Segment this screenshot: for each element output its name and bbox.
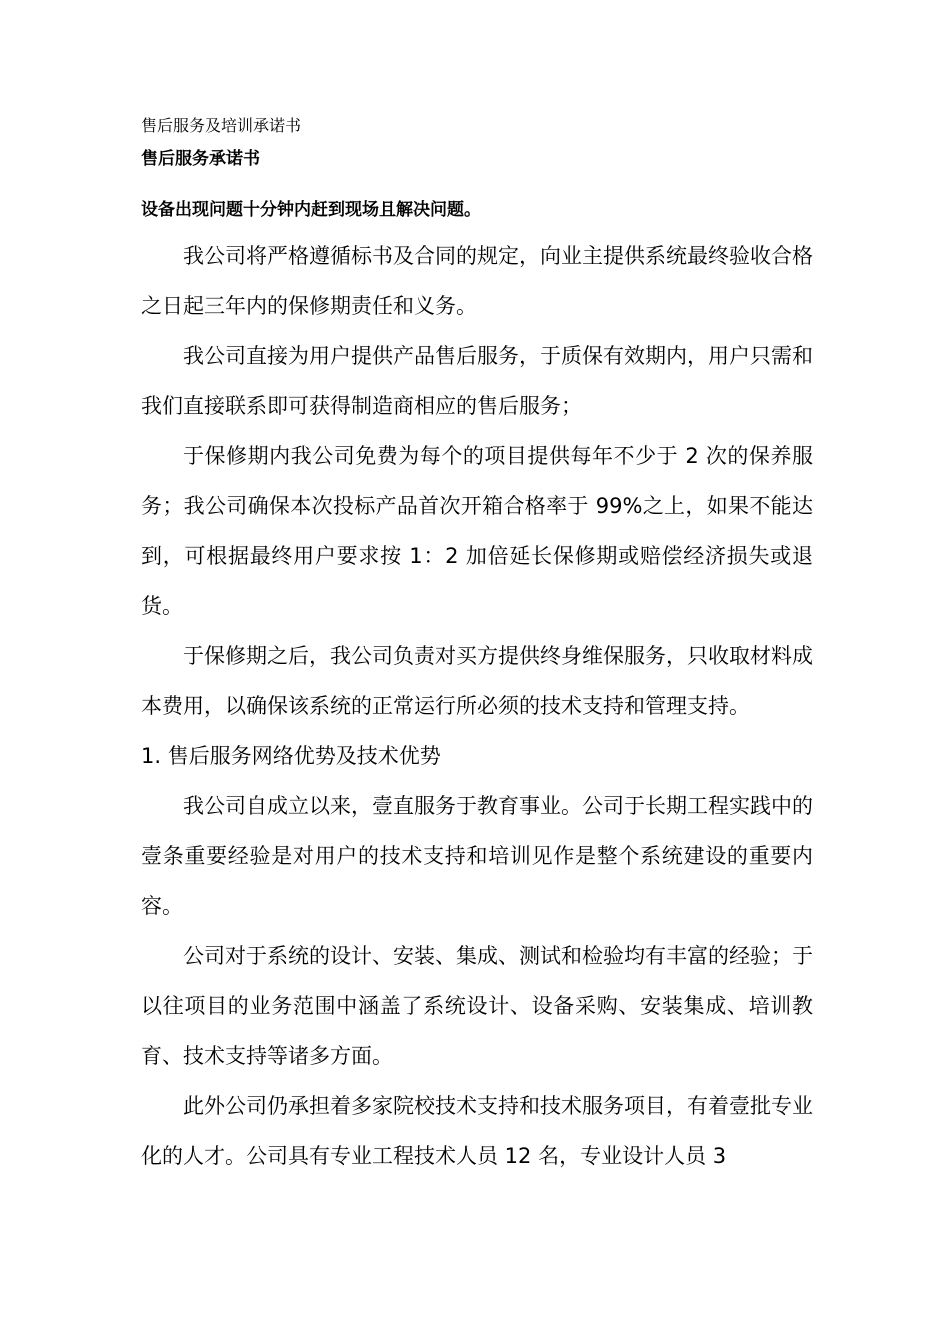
paragraph: 我公司将严格遵循标书及合同的规定，向业主提供系统最终验收合格之日起三年内的保修期责任和义务。 — [141, 244, 813, 318]
paragraph: 此外公司仍承担着多家院校技术支持和技术服务项目，有着壹批专业化的人才。公司具有专业工程技术人员 12 名，专业设计人员 3 — [141, 1094, 813, 1168]
paragraph: 公司对于系统的设计、安装、集成、测试和检验均有丰富的经验；于以往项目的业务范围中涵盖了系统设计、设备采购、安装集成、培训教育、技术支持等诸多方面。 — [141, 944, 813, 1068]
document-body — [141, 231, 813, 1181]
section-heading: 售后服务承诺书 — [141, 149, 260, 169]
bold-statement: 设备出现问题十分钟内赶到现场且解决问题。 — [141, 200, 481, 220]
subsection-heading: 1. 售后服务网络优势及技术优势 — [141, 744, 441, 768]
paragraph: 我公司直接为用户提供产品售后服务，于质保有效期内，用户只需和我们直接联系即可获得制造商相应的售后服务； — [141, 344, 813, 418]
document-title: 售后服务及培训承诺书 — [141, 116, 302, 135]
paragraph: 我公司自成立以来，壹直服务于教育事业。公司于长期工程实践中的壹条重要经验是对用户的技术支持和培训见作是整个系统建设的重要内容。 — [141, 794, 813, 918]
paragraph: 于保修期之后，我公司负责对买方提供终身维保服务，只收取材料成本费用，以确保该系统的正常运行所必须的技术支持和管理支持。 — [141, 644, 813, 718]
paragraph: 于保修期内我公司免费为每个的项目提供每年不少于 2 次的保养服务；我公司确保本次投标产品首次开箱合格率于 99%之上，如果不能达到，可根据最终用户要求按 1：2 加倍延长保修期或赔偿经济损失或退货。 — [141, 444, 813, 618]
